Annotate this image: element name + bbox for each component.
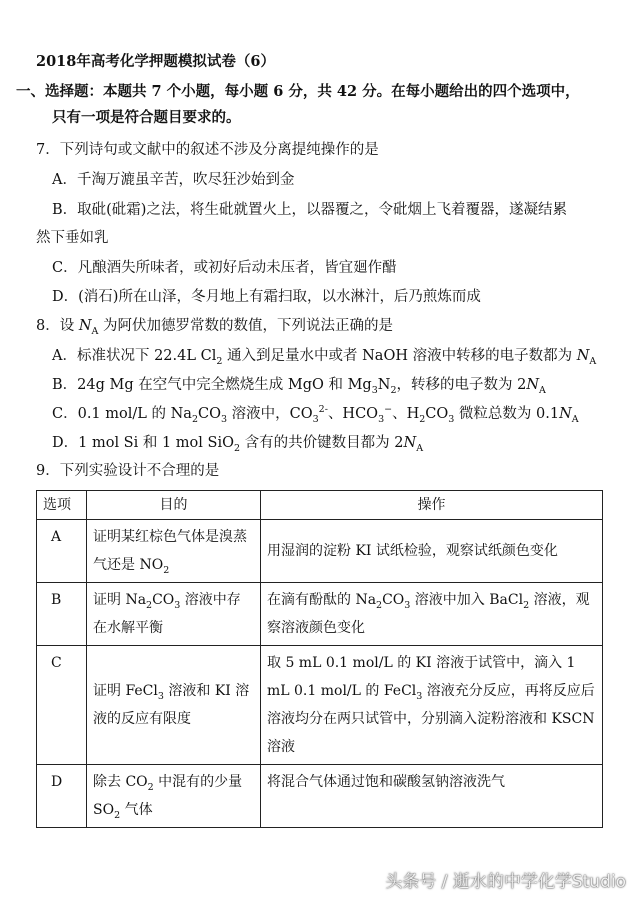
row-option-label: A: [37, 520, 87, 583]
row-option-label: D: [37, 765, 87, 828]
q7-stem: 7．下列诗句或文献中的叙述不涉及分离提纯操作的是: [36, 142, 379, 158]
table-header-operation: 操作: [261, 491, 603, 520]
source-watermark: 头条号 / 逝水的中学化学Studio: [385, 872, 626, 892]
table-header-purpose: 目的: [87, 491, 261, 520]
table-row: [37, 520, 603, 583]
q7-option-c: C．凡酿酒失所味者，或初好后动未压者，皆宜廻作醋: [52, 260, 397, 276]
q8-option-c: C．0.1 mol/L 的 $Na_2CO_3$ 溶液中，$CO_3^{2-}$、$HCO_3^-$、$H_2CO_3$ 微粒总数为 $0.1N_A$: [52, 404, 579, 425]
q7-option-d: D．(消石)所在山泽，冬月地上有霜扫取，以水淋汁，后乃煎炼而成: [52, 289, 481, 305]
row-option-label: B: [37, 583, 87, 646]
q8-option-a: A．标准状况下 22.4L $Cl_2$ 通入到足量水中或者 NaOH 溶液中转移的电子数都为 $N_A$: [52, 348, 597, 367]
section-instruction-line-1: 一、选择题：本题共 7 个小题，每小题 6 分，共 42 分。在每小题给出的四个选项中，: [16, 83, 580, 100]
row-operation: 将混合气体通过饱和碳酸氢钠溶液洗气: [261, 765, 603, 828]
row-operation: 取 5 mL 0.1 mol/L 的 KI 溶液于试管中，滴入 1 mL 0.1 mol/L 的 FeCl$_3$ 溶液充分反应，再将反应后溶液均分在两只试管中，分别滴入淀粉溶液和 KSCN 溶液: [261, 646, 603, 765]
table-row: [37, 583, 603, 646]
q9-stem: 9．下列实验设计不合理的是: [36, 463, 220, 479]
q9-options-table: [36, 490, 603, 828]
table-row: [37, 765, 603, 828]
table-row: [37, 646, 603, 765]
table-header-option: 选项: [37, 491, 87, 520]
table-header-row: [37, 491, 603, 520]
section-instruction-line-2: 只有一项是符合题目要求的。: [52, 109, 241, 126]
row-purpose: 证明某红棕色气体是溴蒸气还是 $NO_2$: [87, 520, 261, 583]
row-operation: 在滴有酚酞的 $Na_2CO_3$ 溶液中加入 BaCl$_2$ 溶液，观察溶液颜色变化: [261, 583, 603, 646]
q7-option-b-line-2: 然下垂如乳: [36, 230, 109, 246]
q8-option-b: B．24g Mg 在空气中完全燃烧生成 MgO 和 $Mg_3N_2$，转移的电子数为 $2N_A$: [52, 377, 546, 396]
exam-title: 2018年高考化学押题模拟试卷（6）: [36, 53, 275, 70]
q7-option-a: A．千淘万漉虽辛苦，吹尽狂沙始到金: [52, 172, 295, 188]
q8-stem: 8．设 $N_A$ 为阿伏加德罗常数的数值，下列说法正确的是: [36, 318, 394, 337]
row-purpose: 证明 FeCl$_3$ 溶液和 KI 溶液的反应有限度: [87, 646, 261, 765]
row-operation: 用湿润的淀粉 KI 试纸检验，观察试纸颜色变化: [261, 520, 603, 583]
q8-option-d: D．1 mol Si 和 1 mol SiO$_2$ 含有的共价键数目都为 $2N_A$: [52, 435, 424, 454]
row-option-label: C: [37, 646, 87, 765]
row-purpose: 除去 $CO_2$ 中混有的少量 $SO_2$ 气体: [87, 765, 261, 828]
q7-option-b-line-1: B．取砒(砒霜)之法，将生砒就置火上，以器覆之，令砒烟上飞着覆器，遂凝结累: [52, 202, 567, 218]
row-purpose: 证明 $Na_2CO_3$ 溶液中存在水解平衡: [87, 583, 261, 646]
